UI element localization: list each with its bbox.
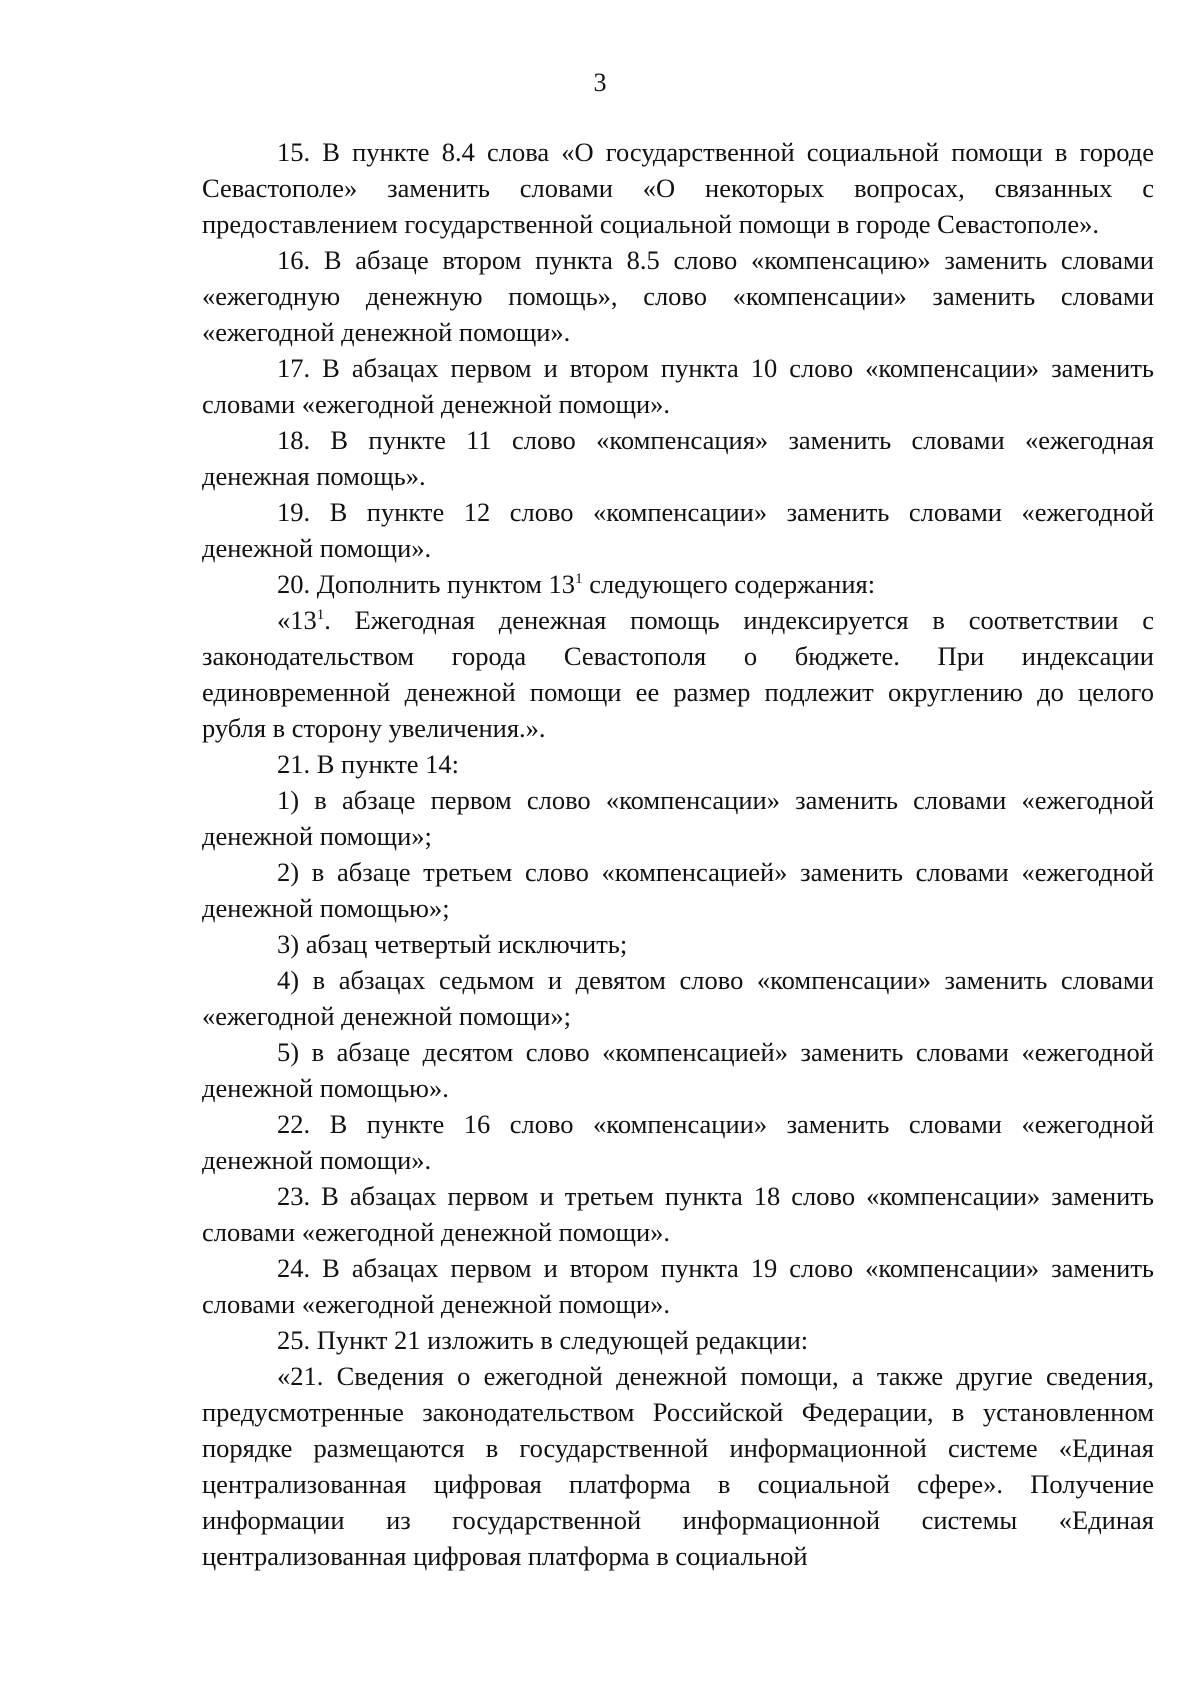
paragraph-23: 23. В абзацах первом и третьем пункта 18 слово «компенсации» заменить словами «ежегодной денежной помощи».	[202, 1181, 1154, 1247]
paragraph-21-item-1: 1) в абзаце первом слово «компенсации» заменить словами «ежегодной денежной помощи»;	[202, 785, 1154, 851]
paragraph-21-item-5: 5) в абзаце десятом слово «компенсацией» заменить словами «ежегодной денежной помощью».	[202, 1037, 1154, 1103]
paragraph-21: 21. В пункте 14:	[277, 749, 460, 779]
paragraph-22: 22. В пункте 16 слово «компенсации» заменить словами «ежегодной денежной помощи».	[202, 1109, 1154, 1175]
paragraph-20-text-end: следующего содержания:	[582, 569, 876, 599]
paragraph-21-item-4: 4) в абзацах седьмом и девятом слово «компенсации» заменить словами «ежегодной денежной помощи»;	[202, 965, 1154, 1031]
paragraph-20-quote	[202, 602, 1154, 746]
paragraph-20-quote-text: «13	[277, 605, 317, 635]
paragraph-16: 16. В абзаце втором пункта 8.5 слово «компенсацию» заменить словами «ежегодную денежную помощь», слово «компенсации» заменить словами «ежегодной денежной помощи».	[202, 245, 1154, 347]
paragraph-25: 25. Пункт 21 изложить в следующей редакции:	[277, 1325, 809, 1355]
superscript: 1	[316, 607, 325, 624]
paragraph-19: 19. В пункте 12 слово «компенсации» заменить словами «ежегодной денежной помощи».	[202, 497, 1154, 563]
paragraph-20	[202, 566, 1154, 602]
paragraph-20-quote-text-end: . Ежегодная денежная помощь индексируется в соответствии с законодательством города Севастополя о бюджете. При индексации единовременной денежной помощи ее размер подлежит округлению до целого рубля в сторону увеличения.».	[202, 605, 1154, 743]
paragraph-15: 15. В пункте 8.4 слова «О государственной социальной помощи в городе Севастополе» заменить словами «О некоторых вопросах, связанных с предоставлением государственной социальной помощи в городе Севастополе».	[202, 137, 1154, 239]
superscript: 1	[575, 571, 583, 588]
paragraph-18: 18. В пункте 11 слово «компенсация» заменить словами «ежегодная денежная помощь».	[202, 425, 1154, 491]
document-body	[202, 134, 1154, 1574]
paragraph-17: 17. В абзацах первом и втором пункта 10 слово «компенсации» заменить словами «ежегодной денежной помощи».	[202, 353, 1154, 419]
paragraph-24: 24. В абзацах первом и втором пункта 19 слово «компенсации» заменить словами «ежегодной денежной помощи».	[202, 1253, 1154, 1319]
paragraph-21-item-3: 3) абзац четвертый исключить;	[277, 929, 628, 959]
page-number: 3	[593, 68, 607, 97]
paragraph-21-item-2: 2) в абзаце третьем слово «компенсацией» заменить словами «ежегодной денежной помощью»;	[202, 857, 1154, 923]
paragraph-25-quote: «21. Сведения о ежегодной денежной помощи, а также другие сведения, предусмотренные законодательством Российской Федерации, в установленном порядке размещаются в государственной информационной системе «Единая централизованная цифровая платформа в социальной сфере». Получение информации из государственной информационной системы «Единая централизованная цифровая платформа в социальной	[202, 1361, 1154, 1571]
paragraph-20-text: 20. Дополнить пунктом 13	[277, 569, 576, 599]
